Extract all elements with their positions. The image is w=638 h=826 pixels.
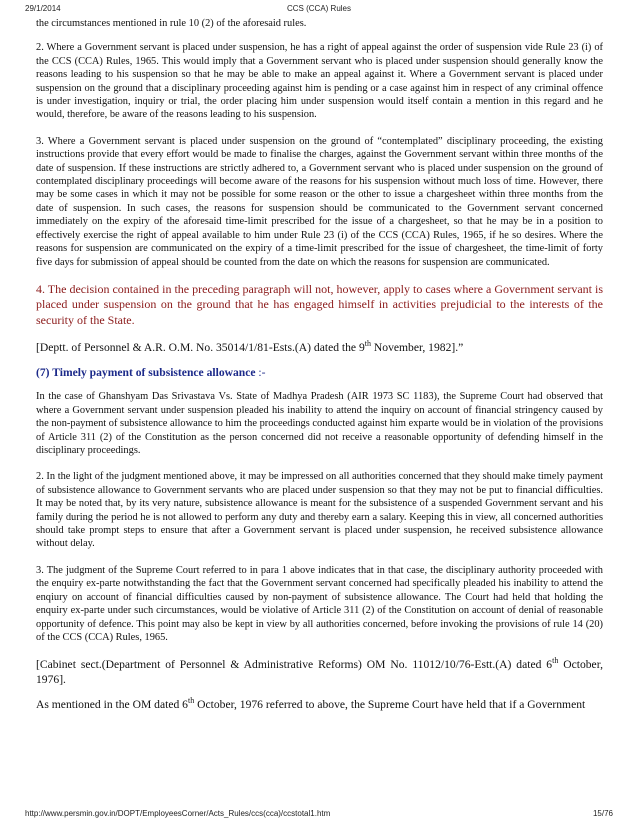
subsistence-paragraph-2: 2. In the light of the judgment mentioned above, it may be impressed on all authorities concerned that they should make timely payment of subsistence allowance to Government servants who are placed under suspension so that they may not be put to financial difficulties. It may be noted that, by its very nature, subsistence allowance is meant for the subsistence of a suspended Government servant and his family during the period he is not allowed to perform any duty and thereby earn a salary. Keeping this in view, all concerned authorities should take prompt steps to ensure that after a Government servant is placed under suspension, he received subsistence allowance without delay. — [36, 471, 603, 550]
header-title: CCS (CCA) Rules — [286, 4, 351, 13]
paragraph-3: 3. Where a Government servant is placed under suspension on the ground of “contemplated” disciplinary proceeding, the existing instructions provide that every effort would be made to finalise the charges, against the Government servant within three months of the date of suspension. If these instructions are strictly adhered to, a Government servant who is placed under suspension on the ground of contemplated disciplinary proceedings will become aware of the reasons for his suspension without much loss of time. However, there may be some cases in which it may not be possible for some reason or the other to issue a chargesheet within three months from the date of suspension. In such cases, the reasons for suspension should be communicated to the Government servant concerned immediately on the expiry of the aforesaid time-limit prescribed for the issue of a chargesheet, so that he may be in a position to effectively exercise the right of appeal available to him under Rule 23 (i) of the CCS (CCA) Rules, 1965, if he so desires. Where the reasons for suspension are communicated on the expiry of a time-limit prescribed for the issue of chargesheet, the time-limit of forty five days for submission of appeal should be counted from the date on which the reasons for suspension are communicated. — [36, 135, 603, 268]
section-heading-tail: :- — [255, 366, 266, 380]
continued-text-end: October, 1976 referred to above, the Supreme Court have held that if a Government — [194, 698, 586, 712]
ordinal-suffix: th — [364, 339, 372, 349]
paragraph-continued — [36, 697, 603, 712]
subsistence-paragraph-3: 3. The judgment of the Supreme Court referred to in para 1 above indicates that in that case, the disciplinary authority proceeded with the enquiry ex-parte notwithstanding the fact that the Government servant concerned had specifically pleaded his inability to attend the enqiury on account of financial difficulties caused by non-payment of subsistence allowance. The Court had held that holding the enquiry ex-parte under such circumstances, would be violative of Article 311 (2) of the Constitution on account of denial of reasonable opportunity of defence. This point may also be kept in view by all authorities concerned, before invoking the provisions of rule 14 (20) of the CCS (CCA) Rules, 1965. — [36, 564, 603, 643]
paragraph-2: 2. Where a Government servant is placed under suspension, he has a right of appeal against the order of suspension vide Rule 23 (i) of the CCS (CCA) Rules, 1965. This would imply that a Government servant who is placed under suspension should generally know the reasons leading to his suspension so that he may be able to make an appeal against it. Where a Government servant is placed under suspension on the ground that a disciplinary proceeding against him is pending or a case against him in respect of any criminal offence is under investigation, inquiry or trial, the order placing him under suspension would itself contain a mention in this regard and he would, therefore, be aware of the reasons leading to his suspension. — [36, 42, 603, 121]
section-heading-line — [36, 365, 603, 380]
reference-text: [Cabinet sect.(Department of Personnel & Administrative Reforms) OM No. 11012/10/76-Estt.(A) dated 6 — [36, 658, 553, 672]
reference-text-end: November, 1982].” — [371, 341, 464, 355]
page-header — [25, 4, 613, 16]
section-heading: (7) Timely payment of subsistence allowance — [36, 366, 256, 380]
reference-1976 — [36, 657, 603, 687]
paragraph-intro: the circumstances mentioned in rule 10 (2) of the aforesaid rules. — [36, 18, 307, 29]
reference-text: [Deptt. of Personnel & A.R. O.M. No. 35014/1/81-Ests.(A) dated the 9 — [36, 341, 365, 355]
header-date: 29/1/2014 — [25, 4, 61, 13]
document-body — [36, 17, 603, 712]
reference-text-end: October, 1976]. — [36, 658, 603, 687]
subsistence-paragraph-1: In the case of Ghanshyam Das Srivastava Vs. State of Madhya Pradesh (AIR 1973 SC 1183), the Supreme Court had observed that where a Government servant under suspension pleaded his inability to attend the inquiry on account of financial stringency caused by the non-payment of subsistence allowance to him the proceedings conducted against him exparte would be in violation of the provisions of Article 311 (2) of the Constitution as the person concerned did not receive a reasonable opportunity of defending himself in the disciplinary proceedings. — [36, 391, 603, 457]
paragraph-4-highlighted: 4. The decision contained in the preceding paragraph will not, however, apply to cases where a Government servant is placed under suspension on the ground that he has engaged himself in activities prejudicial to the interests of the security of the State. — [36, 281, 603, 327]
ordinal-suffix: th — [552, 656, 559, 666]
footer-url[interactable]: http://www.persmin.gov.in/DOPT/EmployeesCorner/Acts_Rules/ccs(cca)/ccstotal1.htm — [25, 809, 331, 818]
continued-text: As mentioned in the OM dated 6 — [36, 698, 188, 712]
ordinal-suffix: th — [187, 696, 195, 706]
page-footer — [25, 809, 613, 821]
reference-1982 — [36, 340, 603, 355]
footer-page-number: 15/76 — [592, 809, 613, 818]
